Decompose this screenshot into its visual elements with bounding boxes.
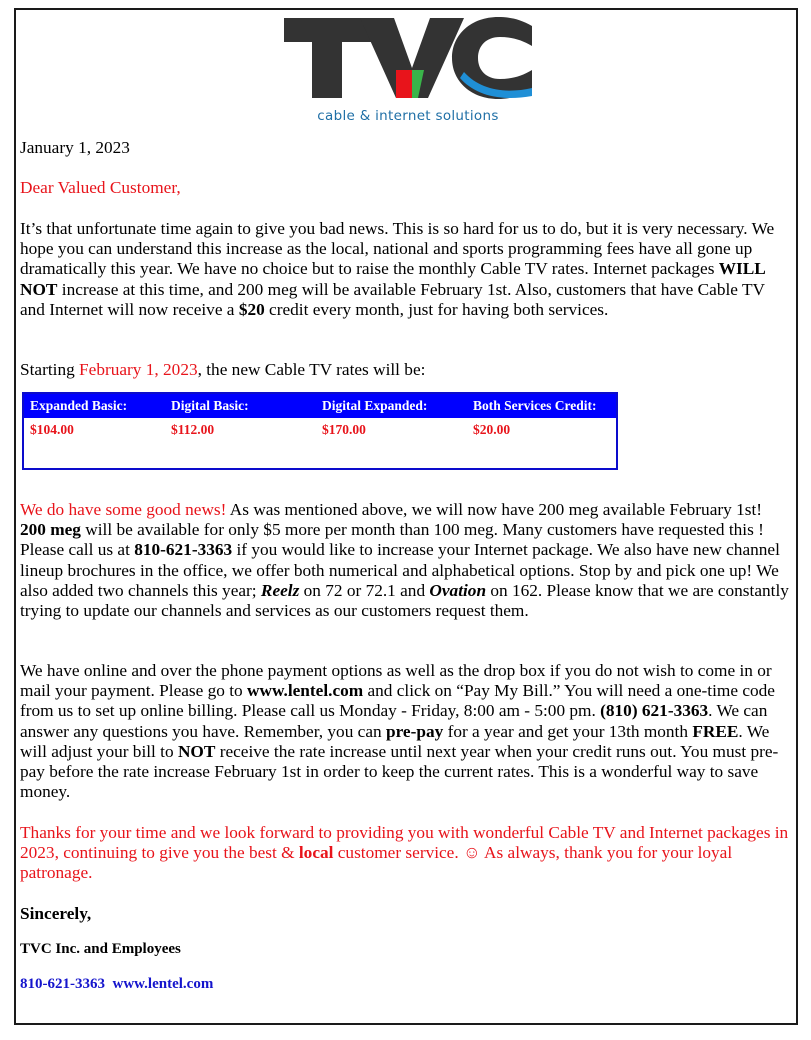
greeting: Dear Valued Customer, [20,178,181,197]
tvc-logo [284,10,532,124]
letter-date: January 1, 2023 [20,138,130,157]
tagline: cable & internet solutions [317,108,499,124]
rates-value-row [23,418,617,469]
rates-table [22,392,618,470]
rates-header-row [23,393,617,418]
value-both-services-credit: $20.00 [473,422,511,437]
contact-website: www.lentel.com [112,976,214,992]
header-digital-expanded: Digital Expanded: [316,393,467,418]
closing: Sincerely, [20,904,92,923]
paragraph-rates-intro: It’s that unfortunate time again to give you bad news. This is so hard for us to do, but it is very necessary. We hope you can understand this increase as the local, national and sports programming fees have all gone up dramatically this year. We have no choice but to raise the monthly Cable TV rates. Internet packages WILL NOT increase at this time, and 200 meg will be available February 1st. Also, customers that have Cable TV and Internet will now receive a $20 credit every month, just for having both services. [20,219,775,319]
header-expanded-basic: Expanded Basic: [23,393,165,418]
contact-line [20,974,790,994]
value-digital-basic: $112.00 [171,422,215,437]
paragraph-payment: We have online and over the phone payment options as well as the drop box if you do not wish to come in or mail your payment. Please go to www.lentel.com and click on “Pay My Bill.” You will need a one-time code from us to set up online billing. Please call us Monday - Friday, 8:00 am - 5:00 pm. (810) 621-3363. We can answer any questions you have. Remember, you can pre-pay for a year and get your 13th month FREE. We will adjust your bill to NOT receive the rate increase until next year when your credit runs out. You must pre-pay before the rate increase February 1st in order to keep the current rates. This is a wonderful way to save money. [20,661,779,802]
signature: TVC Inc. and Employees [20,941,181,957]
value-expanded-basic: $104.00 [30,422,74,437]
starting-line: Starting February 1, 2023, the new Cable TV rates will be: [20,360,426,379]
header-digital-basic: Digital Basic: [165,393,316,418]
header-both-services-credit: Both Services Credit: [467,393,617,418]
paragraph-good-news: We do have some good news! As was mentioned above, we will now have 200 meg available February 1st! 200 meg will be available for only $5 more per month than 100 meg. Many customers have requested this ! Please call us at 810-621-3363 if you would like to increase your Internet package. We also have new channel lineup brochures in the office, we offer both numerical and alphabetical options. Stop by and pick one up! We also added two channels this year; Reelz on 72 or 72.1 and Ovation on 162. Please know that we are constantly trying to update our channels and services as our customers request them. [20,500,789,621]
paragraph-thanks: Thanks for your time and we look forward to providing you with wonderful Cable TV and Internet packages in 2023, continuing to give you the best & local customer service. ☺ As always, thank you for your loyal patronage. [20,823,789,883]
value-digital-expanded: $170.00 [322,422,366,437]
tvc-logo-graphic [284,10,532,106]
contact-phone: 810-621-3363 [20,976,105,992]
